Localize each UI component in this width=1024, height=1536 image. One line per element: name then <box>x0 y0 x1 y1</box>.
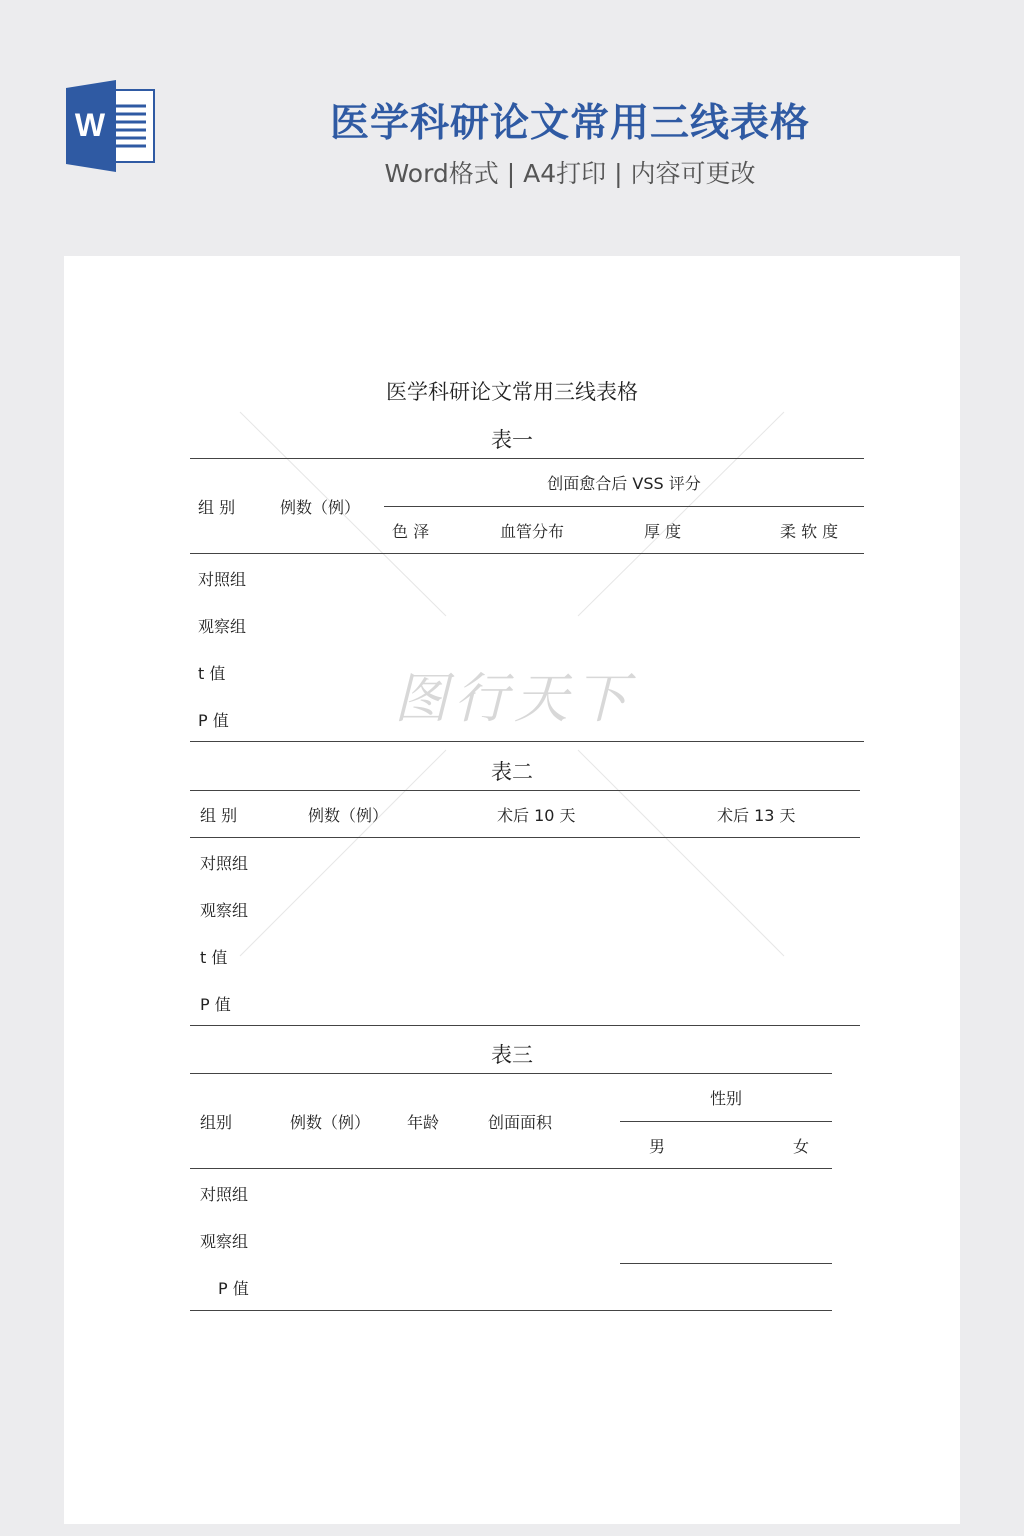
table2-caption: 表二 <box>491 760 533 784</box>
document-title: 医学科研论文常用三线表格 <box>386 380 638 404</box>
table1-bottom-rule <box>190 741 864 742</box>
table2-header-cases: 例数（例） <box>308 806 389 825</box>
table1-row-control: 对照组 <box>198 570 247 589</box>
document-page <box>64 256 960 1524</box>
table2-top-rule <box>190 790 860 791</box>
watermark-text: 图行天下 <box>394 667 634 730</box>
table1-header-cases: 例数（例） <box>280 498 361 517</box>
table3-header-rule <box>190 1168 832 1169</box>
table2-row-p-value: P 值 <box>200 995 231 1014</box>
table3-row-observation: 观察组 <box>200 1232 249 1251</box>
table1-header-rule <box>190 553 864 554</box>
table1-row-t-value: t 值 <box>198 664 226 683</box>
table2-row-t-value: t 值 <box>200 948 228 967</box>
banner-title: 医学科研论文常用三线表格 <box>329 101 810 146</box>
table1-row-observation: 观察组 <box>198 617 247 636</box>
table2-header-day10: 术后 10 天 <box>497 806 576 825</box>
table2-row-observation: 观察组 <box>200 901 249 920</box>
table3-header-wound-area: 创面面积 <box>488 1113 553 1132</box>
table3-inner-rule <box>620 1263 832 1264</box>
table3-caption: 表三 <box>491 1043 533 1067</box>
table1-header-group: 组 别 <box>198 498 236 517</box>
table1-subheader-color: 色 泽 <box>392 522 430 541</box>
table3-span-header-gender: 性别 <box>709 1089 742 1108</box>
table3-top-rule <box>190 1073 832 1074</box>
table2-header-rule <box>190 837 860 838</box>
table1-span-rule <box>384 506 864 507</box>
table1-row-p-value: P 值 <box>198 711 229 730</box>
table1-caption: 表一 <box>491 428 533 452</box>
word-icon-letter: W <box>74 107 106 143</box>
table2-header-group: 组 别 <box>200 806 238 825</box>
banner-subtitle: Word格式 | A4打印 | 内容可更改 <box>384 159 756 188</box>
table2-header-day13: 术后 13 天 <box>717 806 796 825</box>
table1-subheader-thickness: 厚 度 <box>644 522 682 541</box>
table3-row-control: 对照组 <box>200 1185 249 1204</box>
word-document-icon <box>64 80 156 172</box>
table3-header-group: 组别 <box>200 1113 233 1132</box>
table1-subheader-vascularity: 血管分布 <box>500 522 565 541</box>
table2-row-control: 对照组 <box>200 854 249 873</box>
table2-bottom-rule <box>190 1025 860 1026</box>
table3-bottom-rule <box>190 1310 832 1311</box>
table3-span-rule <box>620 1121 832 1122</box>
table3-row-p-value: P 值 <box>218 1279 249 1298</box>
table3-subheader-male: 男 <box>649 1137 666 1156</box>
table1-top-rule <box>190 458 864 459</box>
table3-subheader-female: 女 <box>793 1137 810 1156</box>
table1-subheader-pliability: 柔 软 度 <box>780 522 839 541</box>
table3-header-age: 年龄 <box>407 1113 440 1132</box>
table3-header-cases: 例数（例） <box>290 1113 371 1132</box>
table1-span-header: 创面愈合后 VSS 评分 <box>547 474 701 493</box>
